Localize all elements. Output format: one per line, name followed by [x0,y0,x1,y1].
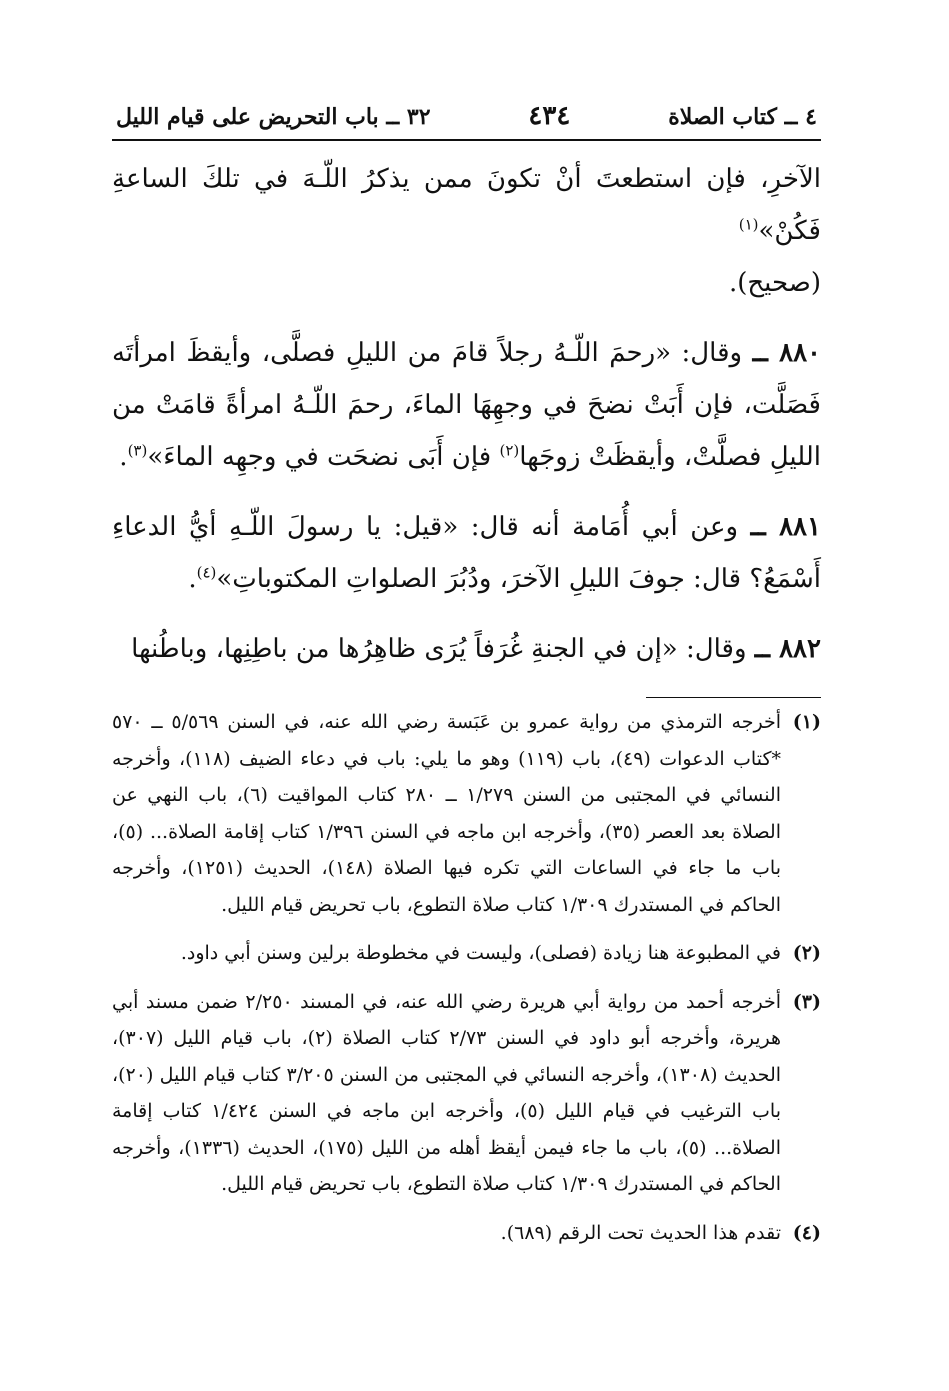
footnote-ref-3[interactable]: (٣) [127,441,148,460]
hadith-number: ٨٨٠ ــ [752,338,822,368]
footnote-number: (٣) [792,990,821,1013]
hadith-grade: (صحيح). [728,268,821,298]
footnote-number: (١) [792,711,821,733]
hadith-number: ٨٨٢ ــ [754,634,821,664]
footnote-ref-1[interactable]: (١) [738,215,759,234]
chapter-title: ٤ ــ كتاب الصلاة [668,104,817,130]
section-title: ٣٢ ــ باب التحريض على قيام الليل [116,104,431,130]
footnote-4 [112,1215,821,1252]
footnote-text: في المطبوعة هنا زيادة (فصلى)، وليست في مخطوطة برلين وسنن أبي داود. [180,942,781,964]
main-text [112,153,821,675]
hadith-number: ٨٨١ ــ [750,512,821,542]
hadith-881: ٨٨١ ــ وعن أبي أُمَامة أنه قال: «قيل: يا رسولَ اللّـهِ أيُّ الدعاءِ أَسْمَعُ؟ قال: جوفَ الليلِ الآخرَ، ودُبُرَ الصلواتِ المكتوباتِ»$^{(٤)}$. [112,512,821,594]
running-header [112,100,821,141]
footnote-1 [112,704,821,923]
footnotes [112,704,821,1251]
footnote-text: أخرجه الترمذي من رواية عمرو بن عَبَسة رضي الله عنه، في السنن ٥/٥٦٩ ــ ٥٧٠ *كتاب الدعوات (٤٩)، باب (١١٩) وهو ما يلي: باب في دعاء الضيف (١١٨)، وأخرجه النسائي في المجتبى من السنن ١/٢٧٩ ــ ٢٨٠ كتاب المواقيت (٦)، باب النهي عن الصلاة بعد العصر (٣٥)، وأخرجه ابن ماجه في السنن ١/٣٩٦ كتاب إقامة الصلاة... (٥)، باب ما جاء في الساعات التي تكره فيها الصلاة (١٤٨)، الحديث (١٢٥١)، وأخرجه الحاكم في المستدرك ١/٣٠٩ كتاب صلاة التطوع، باب تحريض قيام الليل. [112,711,782,916]
footnote-3 [112,984,821,1203]
footnote-ref-4[interactable]: (٤) [196,563,217,582]
footnote-number: (٢) [792,942,821,964]
hadith-880: ٨٨٠ ــ وقال: «رحمَ اللّـهُ رجلاً قامَ من الليلِ فصلَّى، وأيقظَ امرأتَه فَصَلَّت، فإن أَبَتْ نضحَ في وجهِهَا الماءَ، رحمَ اللّـهُ امرأةً قامَتْ من الليلِ فصلَّتْ، وأيقظَتْ زوجَها$^{(٢)}$ فإن أَبَى نضحَت في وجهِه الماءَ»$^{(٣)}$. [112,338,822,472]
footnote-number: (٤) [792,1221,821,1244]
hadith-882: ٨٨٢ ــ وقال: «إن في الجنةِ غُرَفاً يُرَى ظاهِرُها من باطِنِها، وباطُنها [131,634,821,664]
footnote-text: تقدم هذا الحديث تحت الرقم (٦٨٩). [500,1221,781,1244]
footnote-ref-2[interactable]: (٢) [499,441,520,460]
footnote-2 [112,935,821,972]
footnote-divider [646,697,821,698]
page-number: ٤٣٤ [528,101,571,131]
continued-hadith: الآخرِ، فإن استطعتَ أنْ تكونَ ممن يذكرُ اللّـهَ في تلكَ الساعةِ فَكُنْ»$^{(١)}$ (صحيح). [112,164,821,298]
footnote-text: أخرجه أحمد من رواية أبي هريرة رضي الله عنه، في المسند ٢/٢٥٠ ضمن مسند أبي هريرة، وأخرجه أبو داود في السنن ٢/٧٣ كتاب الصلاة (٢)، باب قيام الليل (٣٠٧)، الحديث (١٣٠٨)، وأخرجه النسائي في المجتبى من السنن ٣/٢٠٥ كتاب قيام الليل (٢٠)، باب الترغيب في قيام الليل (٥)، وأخرجه ابن ماجه في السنن ١/٤٢٤ كتاب إقامة الصلاة... (٥)، باب ما جاء فيمن أيقظ أهله من الليل (١٧٥)، الحديث (١٣٣٦)، وأخرجه الحاكم في المستدرك ١/٣٠٩ كتاب صلاة التطوع، باب تحريض قيام الليل. [112,990,782,1195]
